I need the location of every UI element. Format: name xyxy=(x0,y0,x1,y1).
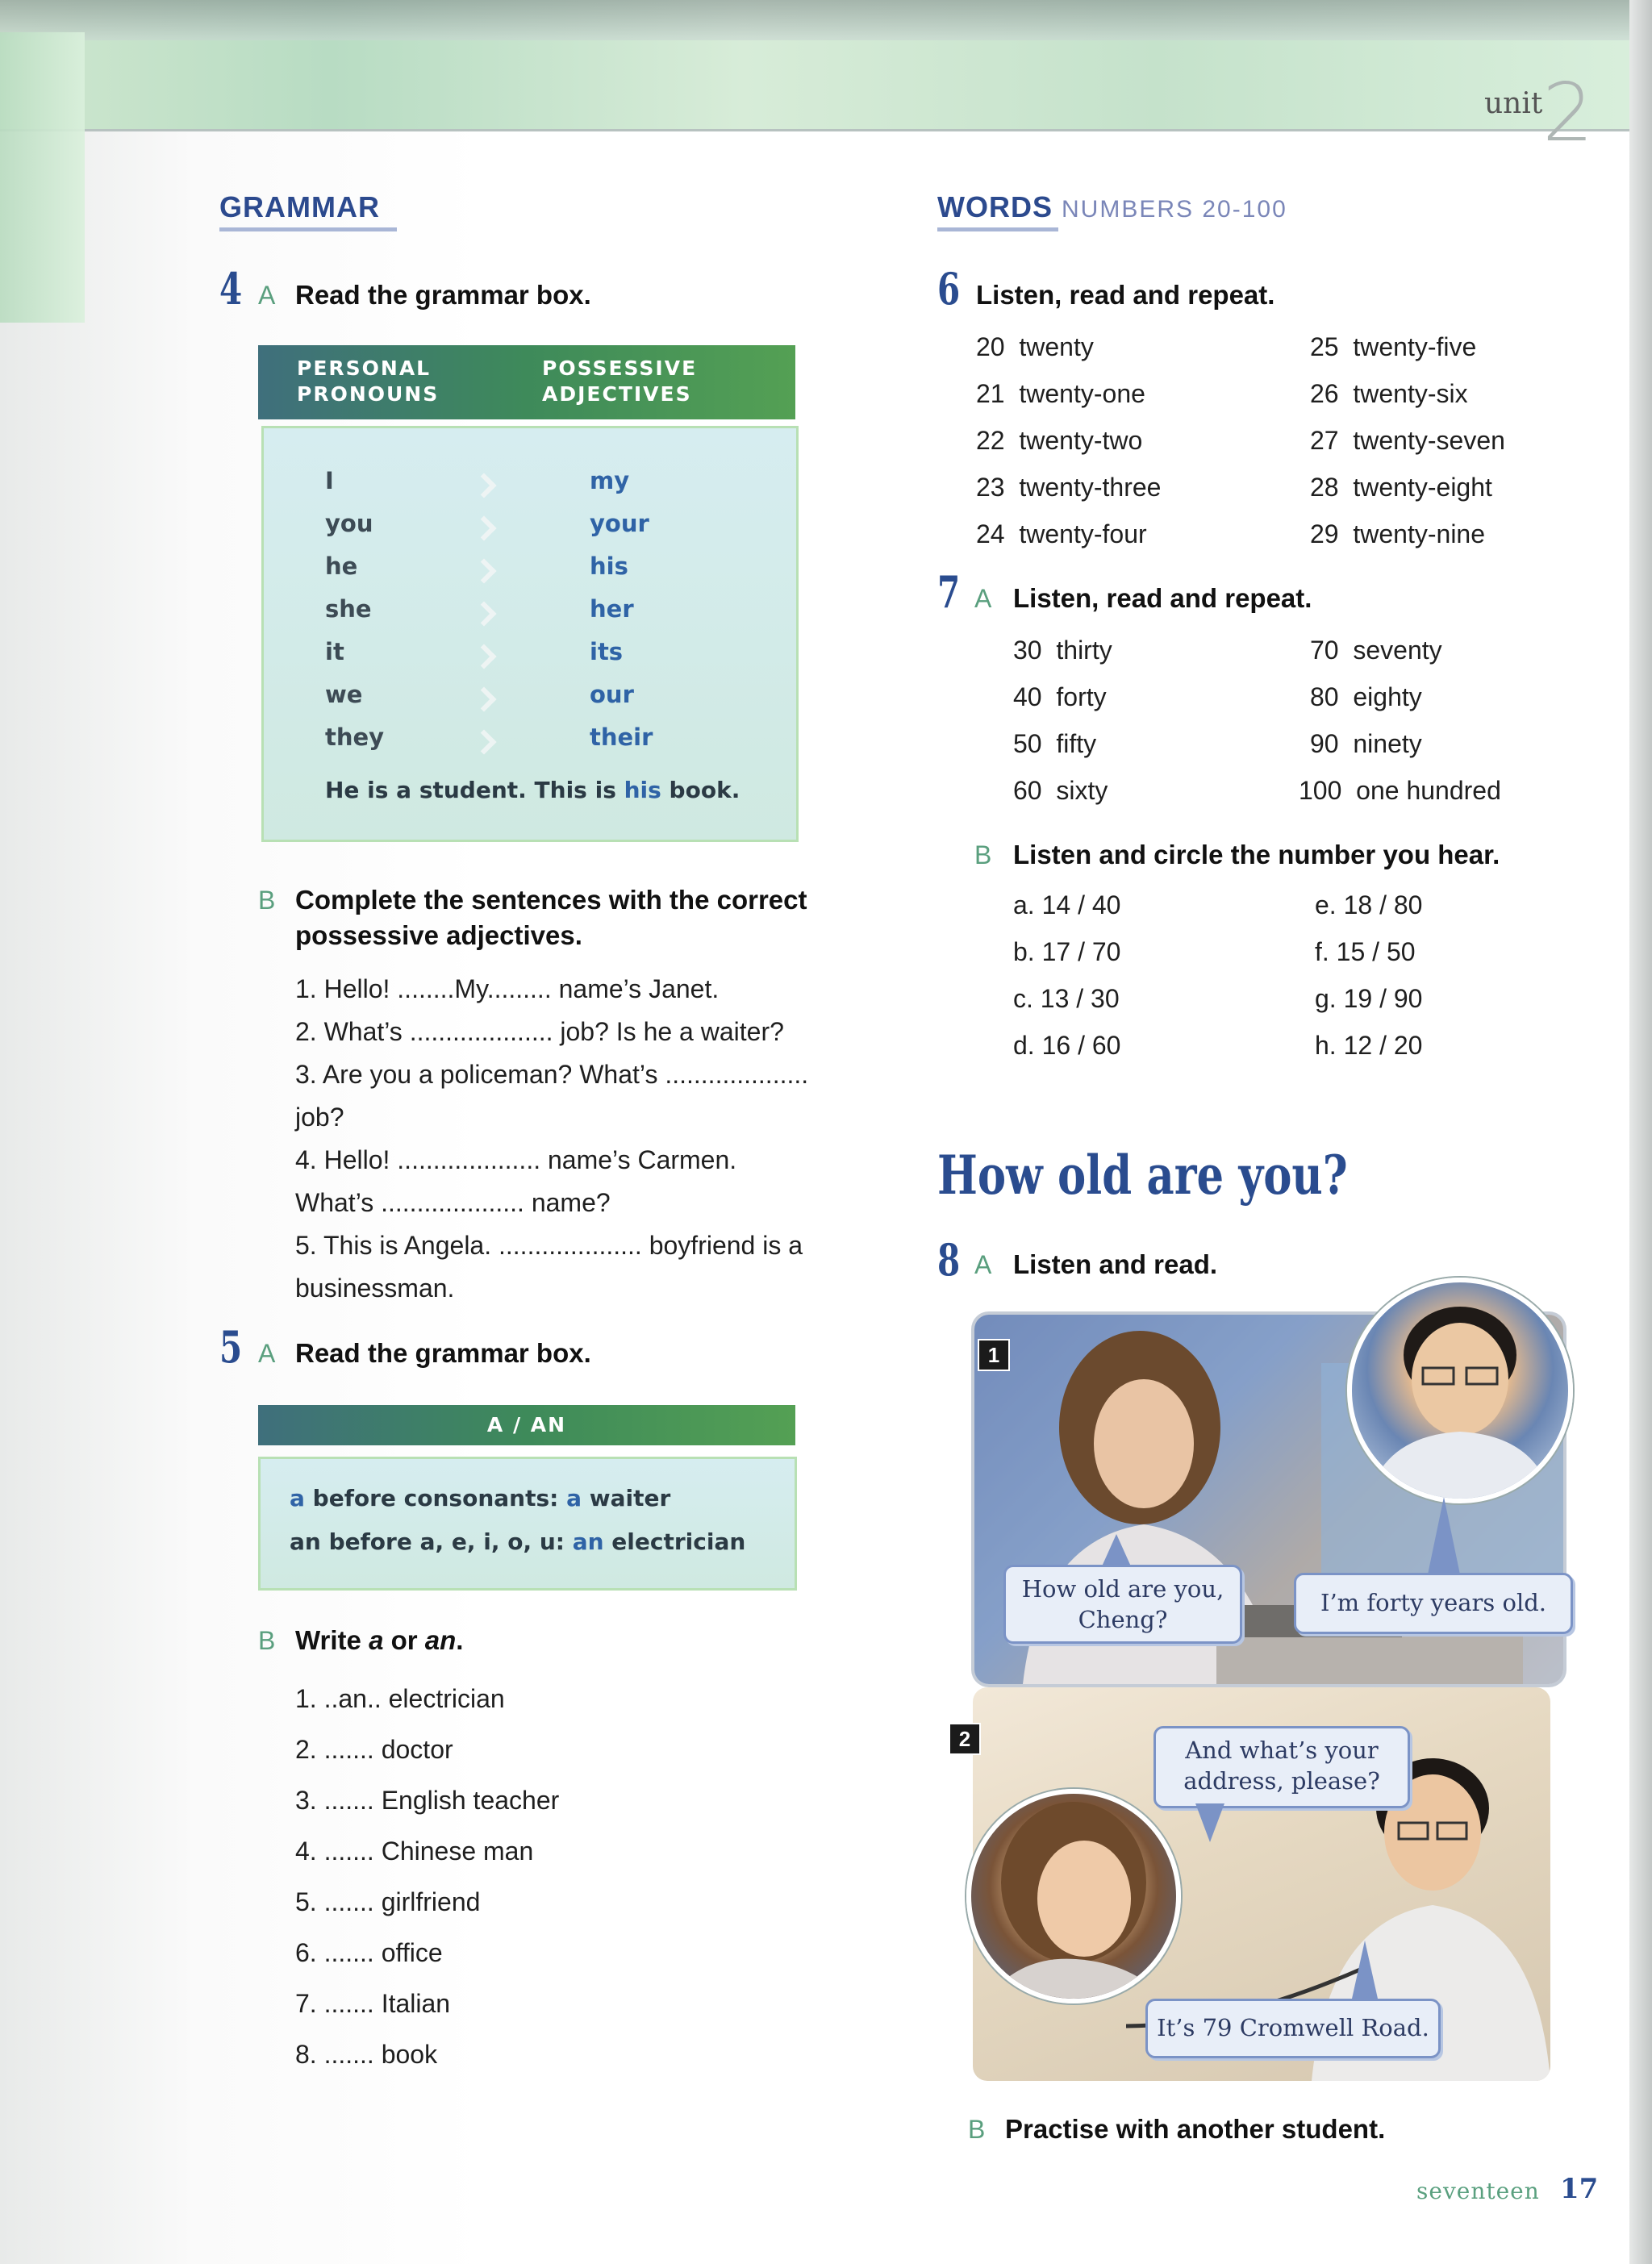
pronoun-cell: we xyxy=(325,681,363,708)
choice-item: f. 15 / 50 xyxy=(1315,937,1416,966)
possessive-cell: my xyxy=(590,467,630,494)
number-word: sixty xyxy=(1056,776,1108,805)
number-word: twenty-nine xyxy=(1353,519,1486,548)
number-digits: 40 xyxy=(1013,682,1042,711)
number-word: twenty-five xyxy=(1353,332,1477,361)
portrait-1-illustration xyxy=(1352,1282,1568,1499)
article-item: 5. ....... girlfriend xyxy=(295,1887,481,1916)
pronoun-cell: they xyxy=(325,723,385,751)
a-an-box-header xyxy=(258,1405,795,1445)
number-word: one hundred xyxy=(1356,776,1501,805)
bubble-3-line-2: address, please? xyxy=(1183,1767,1380,1795)
number-digits: 23 xyxy=(976,473,1005,502)
number-word: twenty-seven xyxy=(1353,426,1505,455)
rule-text: waiter xyxy=(582,1485,671,1511)
number-digits: 21 xyxy=(976,379,1005,408)
unit-label: unit xyxy=(1484,87,1543,120)
article-item: 8. ....... book xyxy=(295,2040,438,2069)
pronoun-box-body xyxy=(261,426,799,842)
possessive-cell: your xyxy=(590,510,649,537)
number-item xyxy=(1013,636,1112,665)
sentence-line: 2. What’s .................... job? Is he a waiter? xyxy=(295,1017,784,1046)
speech-bubble-1 xyxy=(1003,1565,1242,1644)
sentence-line: What’s .................... name? xyxy=(295,1188,611,1217)
number-digits: 25 xyxy=(1310,332,1339,361)
possessive-cell: his xyxy=(590,552,628,580)
page-edge xyxy=(1629,0,1652,2264)
exercise-5b-letter: B xyxy=(258,1626,276,1655)
number-item xyxy=(1310,332,1476,362)
number-item xyxy=(976,379,1145,409)
instruction-text: . xyxy=(456,1625,464,1655)
number-item xyxy=(1013,682,1107,712)
number-item xyxy=(1299,776,1501,806)
possessive-cell: our xyxy=(590,681,634,708)
exercise-7b-letter: B xyxy=(974,840,992,869)
number-digits: 70 xyxy=(1310,636,1339,665)
exercise-4b-instruction-line2: possessive adjectives. xyxy=(295,920,582,950)
arrow-icon xyxy=(471,515,496,540)
sentence-line: 1. Hello! ........My......... name’s Janet. xyxy=(295,974,720,1003)
speech-bubble-3 xyxy=(1153,1726,1410,1808)
number-word: twenty xyxy=(1019,332,1094,361)
header-pronouns: PRONOUNS xyxy=(297,382,440,406)
example-highlight: his xyxy=(624,777,661,803)
number-word: twenty-six xyxy=(1353,379,1468,408)
instruction-text: Write xyxy=(295,1625,369,1655)
number-item xyxy=(976,332,1094,362)
top-shadow xyxy=(0,0,1652,40)
words-title-main: WORDS xyxy=(937,190,1053,223)
bubble-tail xyxy=(1428,1497,1460,1574)
number-word: twenty-two xyxy=(1019,426,1143,455)
arrow-icon xyxy=(471,558,496,583)
number-digits: 50 xyxy=(1013,729,1042,758)
choice-item: b. 17 / 70 xyxy=(1013,937,1121,966)
exercise-8-number: 8 xyxy=(937,1234,961,1286)
number-word: twenty-eight xyxy=(1353,473,1492,502)
possessive-cell: her xyxy=(590,595,634,623)
words-underline xyxy=(937,227,1058,231)
a-an-box-body xyxy=(258,1457,797,1591)
number-word: eighty xyxy=(1353,682,1422,711)
arrow-icon xyxy=(471,686,496,711)
words-subtitle: NUMBERS 20-100 xyxy=(1062,196,1287,223)
exercise-5a-instruction: Read the grammar box. xyxy=(295,1338,591,1368)
number-item xyxy=(976,473,1161,502)
number-word: seventy xyxy=(1353,636,1442,665)
portrait-2-illustration xyxy=(971,1794,1176,1999)
header-personal: PERSONAL xyxy=(297,356,432,380)
sentence-line: 4. Hello! .................... name’s Carmen. xyxy=(295,1145,737,1174)
instruction-text: or xyxy=(383,1625,425,1655)
example-text: He is a student. This is xyxy=(325,777,624,803)
number-digits: 100 xyxy=(1299,776,1342,805)
number-word: ninety xyxy=(1353,729,1422,758)
arrow-icon xyxy=(471,601,496,626)
rule-article: an xyxy=(290,1528,321,1555)
possessive-cell: their xyxy=(590,723,653,751)
number-digits: 20 xyxy=(976,332,1005,361)
exercise-8a-instruction: Listen and read. xyxy=(1013,1249,1218,1279)
example-text: book. xyxy=(661,777,740,803)
arrow-icon xyxy=(471,729,496,754)
number-digits: 22 xyxy=(976,426,1005,455)
number-digits: 28 xyxy=(1310,473,1339,502)
rule-text: electrician xyxy=(603,1528,746,1555)
number-item xyxy=(1310,519,1485,549)
number-word: forty xyxy=(1056,682,1107,711)
number-digits: 80 xyxy=(1310,682,1339,711)
woman-portrait-2 xyxy=(966,1789,1181,2003)
article-item: 2. ....... doctor xyxy=(295,1735,453,1764)
sentence-line: businessman. xyxy=(295,1274,455,1303)
article-item: 7. ....... Italian xyxy=(295,1989,451,2018)
number-word: twenty-three xyxy=(1019,473,1162,502)
man-portrait-1 xyxy=(1347,1278,1573,1503)
sentence-line: job? xyxy=(295,1103,344,1132)
rule-text: before a, e, i, o, u: xyxy=(320,1528,573,1555)
number-item xyxy=(1310,426,1505,456)
number-item xyxy=(1310,379,1468,409)
rule-an xyxy=(290,1528,745,1555)
choice-item: d. 16 / 60 xyxy=(1013,1031,1121,1060)
instruction-italic: a xyxy=(369,1625,384,1655)
exercise-7b-instruction: Listen and circle the number you hear. xyxy=(1013,840,1500,869)
rule-article: an xyxy=(572,1528,604,1555)
header-adjectives: ADJECTIVES xyxy=(542,382,692,406)
bubble-1-line-2: Cheng? xyxy=(1078,1606,1168,1633)
bubble-1-line-1: How old are you, xyxy=(1021,1575,1224,1603)
arrow-icon xyxy=(471,473,496,498)
number-item xyxy=(976,519,1147,549)
number-digits: 60 xyxy=(1013,776,1042,805)
exercise-4a-instruction: Read the grammar box. xyxy=(295,280,591,310)
words-title xyxy=(937,190,1287,224)
number-item xyxy=(976,426,1142,456)
instruction-italic: an xyxy=(424,1625,457,1655)
exercise-5a-letter: A xyxy=(258,1339,276,1368)
bubble-tail xyxy=(1102,1534,1131,1566)
number-item xyxy=(1310,636,1442,665)
picture-1-badge: 1 xyxy=(978,1339,1010,1371)
number-digits: 26 xyxy=(1310,379,1339,408)
bubble-3-line-1: And what’s your xyxy=(1185,1737,1379,1764)
rule-article: a xyxy=(566,1485,582,1511)
number-digits: 24 xyxy=(976,519,1005,548)
pronoun-cell: you xyxy=(325,510,373,537)
grammar-title: GRAMMAR xyxy=(219,190,380,223)
exercise-7-number: 7 xyxy=(937,566,961,618)
left-margin-band xyxy=(0,32,85,323)
pronoun-box-header xyxy=(258,345,795,419)
pronoun-cell: she xyxy=(325,595,372,623)
article-item: 6. ....... office xyxy=(295,1938,443,1967)
sentence-line: 3. Are you a policeman? What’s .................... xyxy=(295,1060,809,1089)
exercise-8b-letter: B xyxy=(968,2115,986,2144)
number-item xyxy=(1310,682,1422,712)
choice-item: h. 12 / 20 xyxy=(1315,1031,1423,1060)
number-digits: 30 xyxy=(1013,636,1042,665)
exercise-4-number: 4 xyxy=(219,263,243,315)
speech-bubble-2: I’m forty years old. xyxy=(1294,1573,1573,1634)
exercise-4b-letter: B xyxy=(258,886,276,915)
choice-item: a. 14 / 40 xyxy=(1013,890,1121,919)
exercise-6-instruction: Listen, read and repeat. xyxy=(976,280,1275,310)
grammar-underline xyxy=(219,227,397,231)
exercise-5b-instruction xyxy=(295,1623,463,1658)
number-word: twenty-four xyxy=(1019,519,1147,548)
pronoun-cell: he xyxy=(325,552,358,580)
page-number-word: seventeen xyxy=(1416,2178,1540,2204)
number-word: twenty-one xyxy=(1019,379,1145,408)
unit-number: 2 xyxy=(1542,65,1594,160)
number-digits: 90 xyxy=(1310,729,1339,758)
rule-a xyxy=(290,1485,670,1511)
choice-item: c. 13 / 30 xyxy=(1013,984,1120,1013)
article-item: 1. ..an.. electrician xyxy=(295,1684,505,1713)
how-old-heading: How old are you? xyxy=(937,1144,1348,1207)
exercise-4b-instruction-line1: Complete the sentences with the correct xyxy=(295,885,807,915)
number-item xyxy=(1310,729,1422,759)
sentence-line: 5. This is Angela. .................... boyfriend is a xyxy=(295,1231,803,1260)
pronoun-cell: I xyxy=(325,467,334,494)
article-item: 3. ....... English teacher xyxy=(295,1786,560,1815)
speech-bubble-4: It’s 79 Cromwell Road. xyxy=(1145,1999,1441,2058)
pronoun-example xyxy=(325,777,740,803)
exercise-5-number: 5 xyxy=(219,1321,243,1373)
pronoun-cell: it xyxy=(325,638,344,665)
choice-item: e. 18 / 80 xyxy=(1315,890,1423,919)
choice-item: g. 19 / 90 xyxy=(1315,984,1423,1013)
arrow-icon xyxy=(471,644,496,669)
number-word: fifty xyxy=(1056,729,1097,758)
exercise-4a-letter: A xyxy=(258,281,276,310)
number-item xyxy=(1013,776,1108,806)
rule-text: before consonants: xyxy=(304,1485,567,1511)
bubble-tail xyxy=(1195,1803,1224,1842)
number-word: thirty xyxy=(1056,636,1112,665)
number-item xyxy=(1013,729,1096,759)
number-digits: 27 xyxy=(1310,426,1339,455)
exercise-6-number: 6 xyxy=(937,263,961,315)
bubble-tail xyxy=(1352,1941,1378,1999)
possessive-cell: its xyxy=(590,638,624,665)
a-an-header: A / AN xyxy=(486,1413,567,1436)
article-item: 4. ....... Chinese man xyxy=(295,1837,534,1866)
exercise-7a-letter: A xyxy=(974,584,992,613)
number-item xyxy=(1310,473,1492,502)
exercise-7a-instruction: Listen, read and repeat. xyxy=(1013,583,1312,613)
number-digits: 29 xyxy=(1310,519,1339,548)
exercise-8b-instruction: Practise with another student. xyxy=(1005,2114,1386,2144)
exercise-8a-letter: A xyxy=(974,1250,992,1279)
picture-2-badge: 2 xyxy=(949,1723,981,1755)
page-number: 17 xyxy=(1560,2173,1599,2205)
rule-article: a xyxy=(290,1485,305,1511)
header-possessive: POSSESSIVE xyxy=(542,356,698,380)
